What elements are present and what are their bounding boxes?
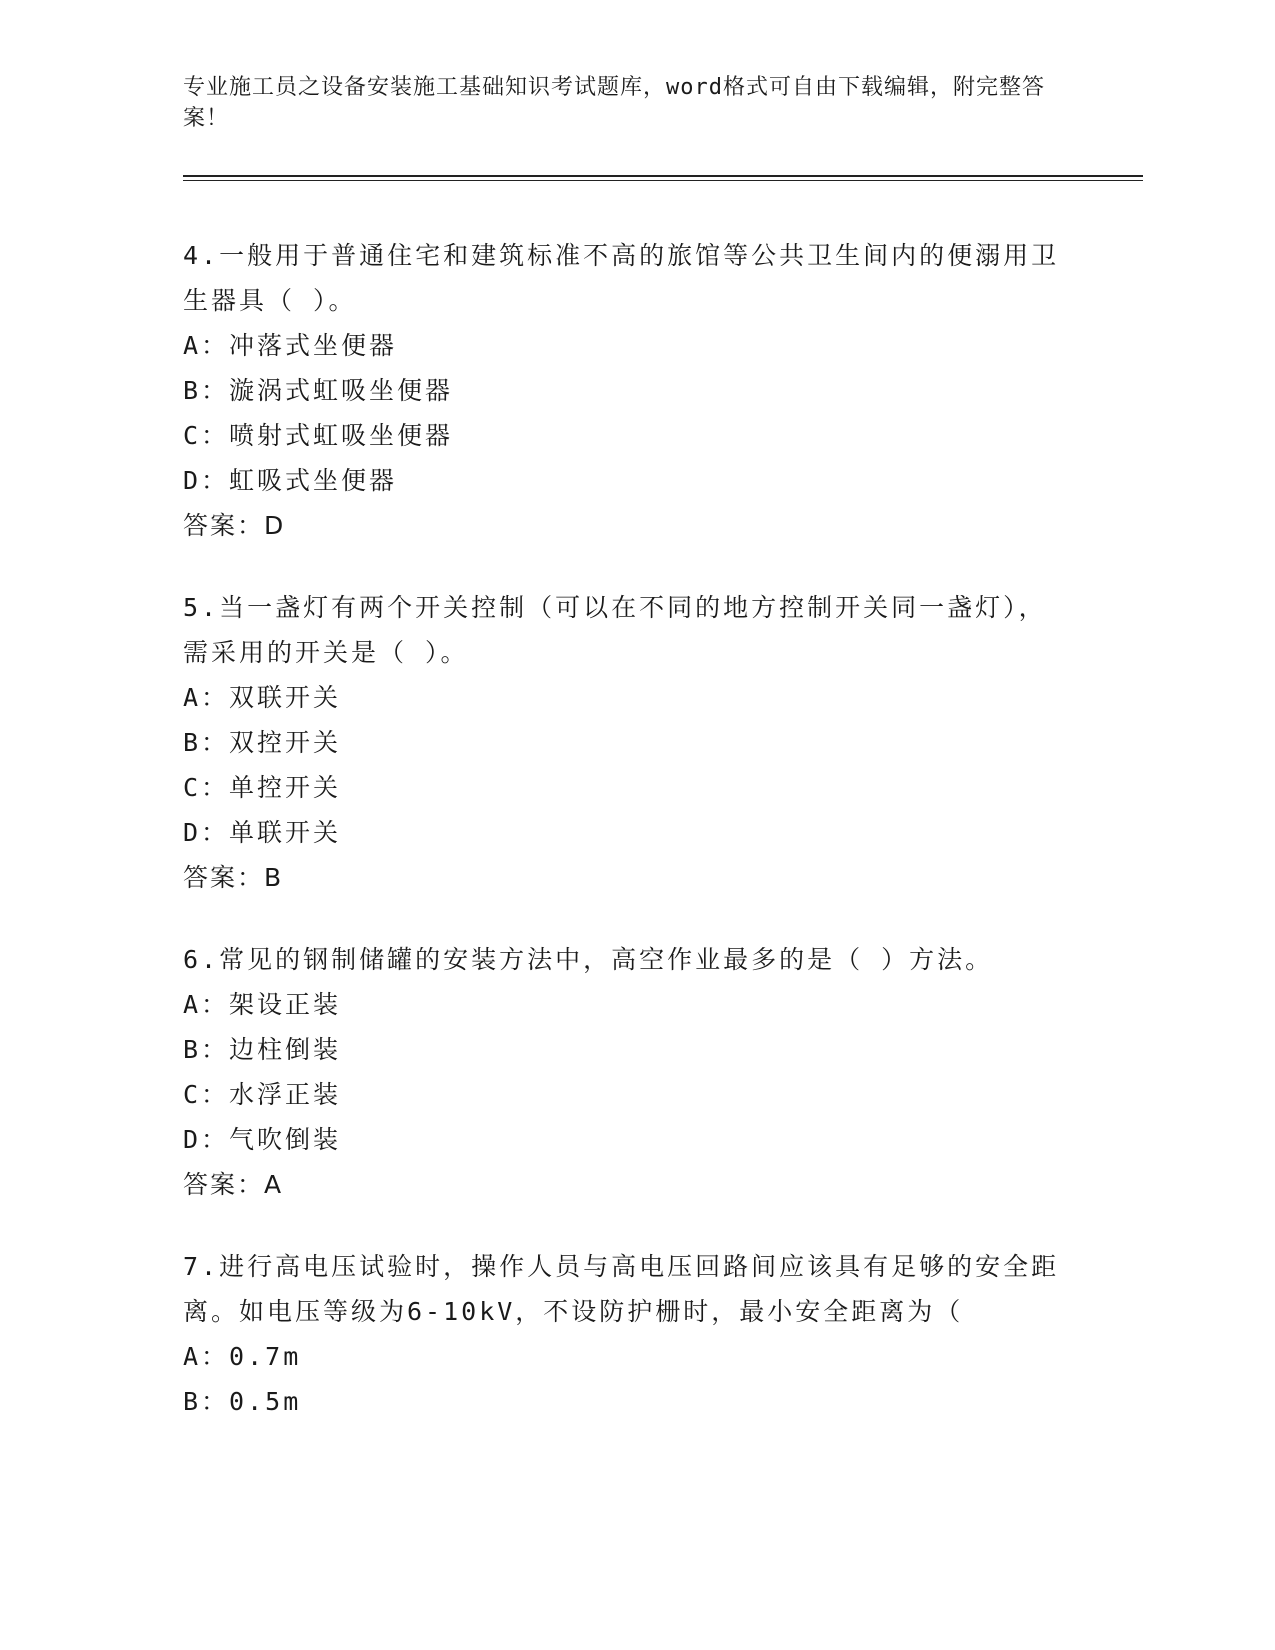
question-text: 6.常见的钢制储罐的安装方法中，高空作业最多的是（ ）方法。 [183,945,994,974]
question-text: 4.一般用于普通住宅和建筑标准不高的旅馆等公共卫生间内的便溺用卫生器具（ ）。 [183,241,1060,315]
option-c: C：喷射式虹吸坐便器 [183,421,454,450]
question-7 [183,1244,1063,1424]
option-a: A：冲落式坐便器 [183,331,398,360]
question-6 [183,937,1063,1207]
answer-line: 答案：B [183,863,284,892]
option-b: B：0.5m [183,1387,302,1416]
question-list [183,233,1063,1461]
answer-line: 答案：D [183,511,286,540]
option-a: A：双联开关 [183,683,342,712]
document-header: 专业施工员之设备安装施工基础知识考试题库，word格式可自由下载编辑，附完整答案！ [183,75,1045,131]
option-c: C：单控开关 [183,773,342,802]
header-divider-thick [183,175,1143,177]
header-divider-thin [183,180,1143,181]
question-4 [183,233,1063,548]
question-text: 5.当一盏灯有两个开关控制（可以在不同的地方控制开关同一盏灯），需采用的开关是（ ）。 [183,593,1047,667]
question-text: 7.进行高电压试验时，操作人员与高电压回路间应该具有足够的安全距离。如电压等级为6-10kV，不设防护栅时，最小安全距离为（ [183,1252,1060,1326]
option-b: B：边柱倒装 [183,1035,342,1064]
option-d: D：虹吸式坐便器 [183,466,398,495]
question-5 [183,585,1063,900]
option-a: A：0.7m [183,1342,302,1371]
option-d: D：单联开关 [183,818,342,847]
option-b: B：双控开关 [183,728,342,757]
option-a: A：架设正装 [183,990,342,1019]
option-c: C：水浮正装 [183,1080,342,1109]
option-b: B：漩涡式虹吸坐便器 [183,376,454,405]
option-d: D：气吹倒装 [183,1125,342,1154]
answer-line: 答案：A [183,1170,284,1199]
